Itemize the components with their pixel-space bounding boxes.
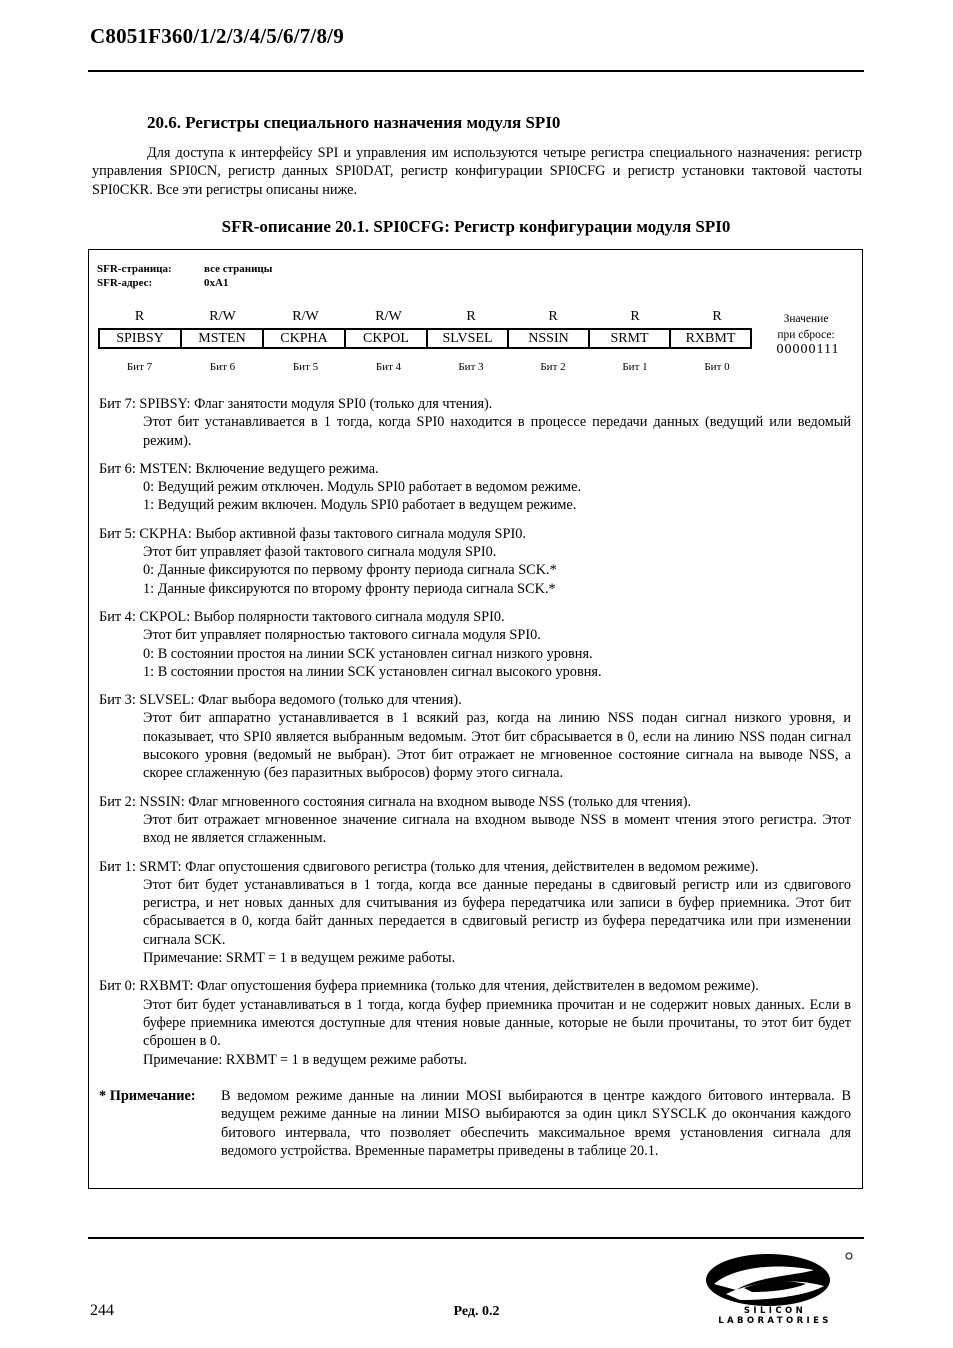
access-bit1: R	[630, 309, 640, 324]
bit-label-3: Бит 3	[458, 361, 484, 373]
field-rxbmt: RXBMT	[670, 329, 751, 348]
field-spibsy: SPIBSY	[99, 329, 181, 348]
page-number: 244	[90, 1302, 114, 1319]
field-nssin: NSSIN	[508, 329, 589, 348]
bit2-text: Этот бит отражает мгновенное значение сигнала на входном выводе NSS в момент чтения этого регистра. Этот вход не является сглаженным.	[143, 811, 851, 847]
bit5-heading: Бит 5: CKPHA: Выбор активной фазы тактового сигнала модуля SPI0.	[99, 525, 526, 542]
bit4-description	[99, 608, 851, 681]
bit-label-0: Бит 0	[704, 361, 730, 373]
bit4-line: 1: В состоянии простоя на линии SCK установлен сигнал высокого уровня.	[143, 663, 602, 680]
bit1-description	[99, 858, 851, 968]
bit4-line: 0: В состоянии простоя на линии SCK установлен сигнал низкого уровня.	[143, 645, 593, 662]
bit6-line: 1: Ведущий режим включен. Модуль SPI0 работает в ведущем режиме.	[143, 497, 577, 514]
bit0-description	[99, 977, 851, 1068]
field-msten: MSTEN	[181, 329, 263, 348]
section-title: 20.6. Регистры специального назначения модуля SPI0	[147, 113, 561, 132]
bit0-text: Этот бит будет устанавливаться в 1 тогда, когда буфер приемника прочитан и не содержит новых данных. Если в буфере приемника имеются доступные для чтения новые данные, которые не были прочитаны, то этот бит будет сброшен в 0.	[143, 996, 851, 1050]
bit-label-4: Бит 4	[375, 361, 402, 373]
access-row	[98, 309, 758, 325]
bit-label-7: Бит 7	[126, 361, 153, 373]
bit7-text: Этот бит устанавливается в 1 тогда, когда SPI0 находится в процессе передачи данных (ведущий или ведомый режим).	[143, 414, 851, 449]
footer-rule	[88, 1237, 864, 1239]
bit6-line: 0: Ведущий режим отключен. Модуль SPI0 работает в ведомом режиме.	[143, 479, 582, 496]
document-title: C8051F360/1/2/3/4/5/6/7/8/9	[90, 24, 344, 48]
sfr-address-label: SFR-адрес:	[97, 277, 153, 289]
bit6-description	[99, 460, 851, 515]
footnote-text: В ведомом режиме данные на линии MOSI выбираются в центре каждого битового интервала. В ведущем режиме данные на линии MISO выбираются за один цикл SYSCLK до окончания каждого битового интервала, что позволяет обеспечить максимальное время установления сигнала для ведомого устройства. Временные параметры приведены в таблице 20.1.	[221, 1088, 851, 1159]
register-bit-table	[98, 328, 752, 349]
bit2-description	[99, 793, 851, 848]
field-srmt: SRMT	[589, 329, 670, 348]
bit-number-row	[98, 361, 758, 373]
access-bit2: R	[548, 309, 558, 324]
revision-label: Ред. 0.2	[453, 1304, 500, 1319]
bit3-description	[99, 691, 851, 782]
bit0-heading: Бит 0: RXBMT: Флаг опустошения буфера приемника (только для чтения, действителен в ведомом режиме).	[99, 978, 759, 995]
bit2-heading: Бит 2: NSSIN: Флаг мгновенного состояния сигнала на входном выводе NSS (только для чтения).	[99, 793, 692, 810]
reset-label-line1: Значение	[783, 313, 829, 325]
access-bit6: R/W	[209, 309, 236, 324]
bit5-line: Этот бит управляет фазой тактового сигнала модуля SPI0.	[143, 544, 497, 561]
reset-label	[768, 311, 844, 343]
bit4-heading: Бит 4: CKPOL: Выбор полярности тактового сигнала модуля SPI0.	[99, 608, 505, 625]
bit5-line: 0: Данные фиксируются по первому фронту периода сигнала SCK.*	[143, 562, 557, 579]
footnote-label: * Примечание:	[99, 1088, 196, 1104]
footnote	[99, 1087, 851, 1160]
bit7-heading: Бит 7: SPIBSY: Флаг занятости модуля SPI0 (только для чтения).	[99, 396, 493, 412]
access-bit0: R	[712, 309, 722, 324]
sfr-meta	[97, 262, 272, 290]
bit7-description	[99, 395, 851, 450]
section-intro: Для доступа к интерфейсу SPI и управления им используются четыре регистра специального назначения: регистр управления SPI0CN, регистр данных SPI0DAT, регистр конфигурации SPI0CFG и регистр установки тактовой частоты SPI0CKR. Все эти регистры описаны ниже.	[92, 145, 862, 198]
reset-label-line2: при сбросе:	[777, 329, 835, 341]
bit1-heading: Бит 1: SRMT: Флаг опустошения сдвигового регистра (только для чтения, действителен в ведомом режиме).	[99, 858, 759, 875]
sfr-title: SFR-описание 20.1. SPI0CFG: Регистр конфигурации модуля SPI0	[221, 217, 731, 236]
bit6-heading: Бит 6: MSTEN: Включение ведущего режима.	[99, 460, 379, 477]
access-bit3: R	[466, 309, 476, 324]
field-ckpha: CKPHA	[263, 329, 345, 348]
bit3-text: Этот бит аппаратно устанавливается в 1 всякий раз, когда на линию NSS подан сигнал низкого уровня, и показывает, что SPI0 является выбранным ведомым. Этот бит сбрасывается в 0, если на линию NSS подан сигнал высокого уровня (ведомый не выбран). Этот бит отражает не мгновенное состояние сигнала на выводе NSS, а скорее сглаженную (без паразитных выбросов) форму этого сигнала.	[143, 710, 851, 782]
access-bit7: R	[134, 309, 145, 324]
access-bit4: R/W	[375, 309, 402, 324]
field-slvsel: SLVSEL	[427, 329, 508, 348]
sfr-page-label: SFR-страница:	[97, 263, 172, 275]
sfr-address-value: 0xA1	[204, 277, 229, 289]
bit0-note: Примечание: RXBMT = 1 в ведущем режиме работы.	[143, 1051, 468, 1068]
sfr-page-value: все страницы	[204, 263, 273, 275]
access-bit5: R/W	[292, 309, 319, 324]
field-ckpol: CKPOL	[345, 329, 427, 348]
reset-value: 00000111	[776, 342, 840, 357]
bit-label-1: Бит 1	[622, 361, 648, 373]
bit5-description	[99, 525, 851, 598]
logo-text: SILICON LABORATORIES	[718, 1306, 832, 1326]
bit1-note: Примечание: SRMT = 1 в ведущем режиме работы.	[143, 950, 456, 967]
bit3-heading: Бит 3: SLVSEL: Флаг выбора ведомого (только для чтения).	[99, 692, 462, 709]
bit-label-6: Бит 6	[209, 361, 236, 373]
bit-label-2: Бит 2	[540, 361, 566, 373]
bit4-line: Этот бит управляет полярностью тактового сигнала модуля SPI0.	[143, 627, 541, 644]
bit1-text: Этот бит будет устанавливаться в 1 тогда, когда все данные переданы в сдвиговый регистр или из сдвигового регистра, и нет новых данных для считывания из буфера передатчика или записи в буфер приемника. Этот бит сбрасывается в 0, когда байт данных передается в сдвиговый регистр из буфера передатчика или при изменении сигнала SCK.	[143, 876, 851, 948]
header-rule	[88, 70, 864, 72]
bit-label-5: Бит 5	[292, 361, 319, 373]
bit5-line: 1: Данные фиксируются по второму фронту периода сигнала SCK.*	[143, 580, 556, 597]
bit-descriptions	[99, 395, 851, 1079]
